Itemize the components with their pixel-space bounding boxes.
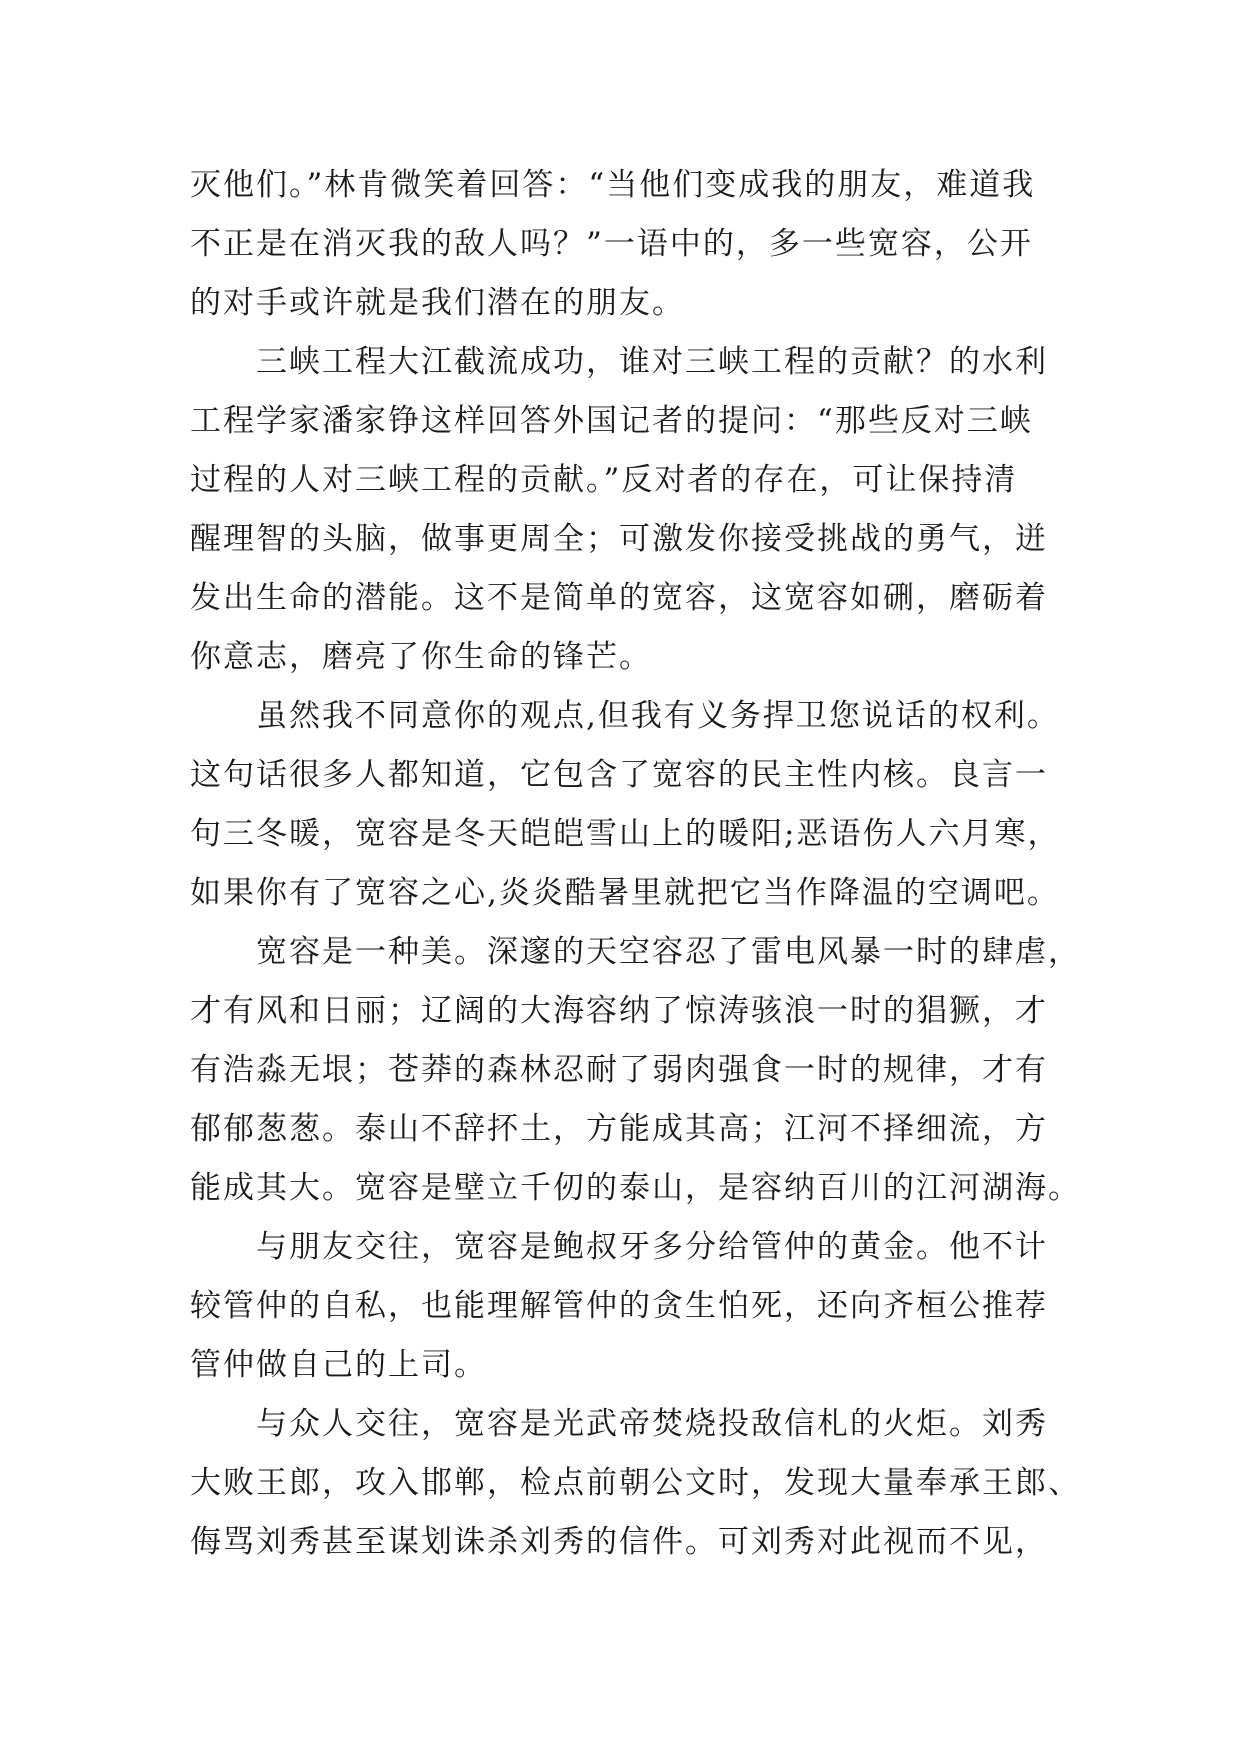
text-line: 大败王郎，攻入邯郸，检点前朝公文时，发现大量奉承王郎、 (190, 1465, 1081, 1501)
text-line: 能成其大。宽容是壁立千仞的泰山，是容纳百川的江河湖海。 (190, 1170, 1081, 1206)
document-body (190, 156, 1081, 1572)
text-line: 的对手或许就是我们潜在的朋友。 (190, 285, 685, 321)
paragraph-friends (190, 1218, 1060, 1395)
text-line: 侮骂刘秀甚至谋划诛杀刘秀的信件。可刘秀对此视而不见， (190, 1524, 1048, 1560)
text-line: 这句话很多人都知道，它包含了宽容的民主性内核。良言一 (190, 757, 1048, 793)
paragraph-lincoln (190, 156, 1060, 333)
text-line: 不正是在消灭我的敌人吗？”一语中的，多一些宽容，公开 (190, 226, 1033, 262)
text-line: 宽容是一种美。深邃的天空容忍了雷电风暴一时的肆虐， (256, 934, 1081, 970)
paragraph-freedom-of-speech (190, 687, 1060, 923)
text-line: 三峡工程大江截流成功，谁对三峡工程的贡献？的水利 (256, 344, 1048, 380)
text-line: 与朋友交往，宽容是鲍叔牙多分给管仲的黄金。他不计 (256, 1229, 1048, 1265)
text-line: 句三冬暖，宽容是冬天皑皑雪山上的暖阳;恶语伤人六月寒， (190, 816, 1061, 852)
text-line: 管仲做自己的上司。 (190, 1347, 487, 1383)
text-line: 与众人交往，宽容是光武帝焚烧投敌信札的火炬。刘秀 (256, 1406, 1048, 1442)
text-line: 较管仲的自私，也能理解管仲的贪生怕死，还向齐桓公推荐 (190, 1288, 1048, 1324)
text-line: 有浩淼无垠；苍莽的森林忍耐了弱肉强食一时的规律，才有 (190, 1052, 1048, 1088)
paragraph-public (190, 1395, 1081, 1572)
text-line: 醒理智的头脑，做事更周全；可激发你接受挑战的勇气，迸 (190, 521, 1048, 557)
text-line: 你意志，磨亮了你生命的锋芒。 (190, 639, 652, 675)
text-line: 过程的人对三峡工程的贡献。”反对者的存在，可让保持清 (190, 462, 1018, 498)
text-line: 郁郁葱葱。泰山不辞抔土，方能成其高；江河不择细流，方 (190, 1111, 1048, 1147)
text-line: 发出生命的潜能。这不是简单的宽容，这宽容如硎，磨砺着 (190, 580, 1048, 616)
paragraph-tolerance-beauty (190, 923, 1081, 1218)
text-line: 灭他们。”林肯微笑着回答：“当他们变成我的朋友，难道我 (190, 167, 1036, 203)
text-line: 才有风和日丽；辽阔的大海容纳了惊涛骇浪一时的猖獗，才 (190, 993, 1048, 1029)
text-line: 虽然我不同意你的观点,但我有义务捍卫您说话的权利。 (256, 698, 1060, 734)
text-line: 如果你有了宽容之心,炎炎酷暑里就把它当作降温的空调吧。 (190, 875, 1060, 911)
paragraph-three-gorges (190, 333, 1060, 687)
text-line: 工程学家潘家铮这样回答外国记者的提问：“那些反对三峡 (190, 403, 1033, 439)
